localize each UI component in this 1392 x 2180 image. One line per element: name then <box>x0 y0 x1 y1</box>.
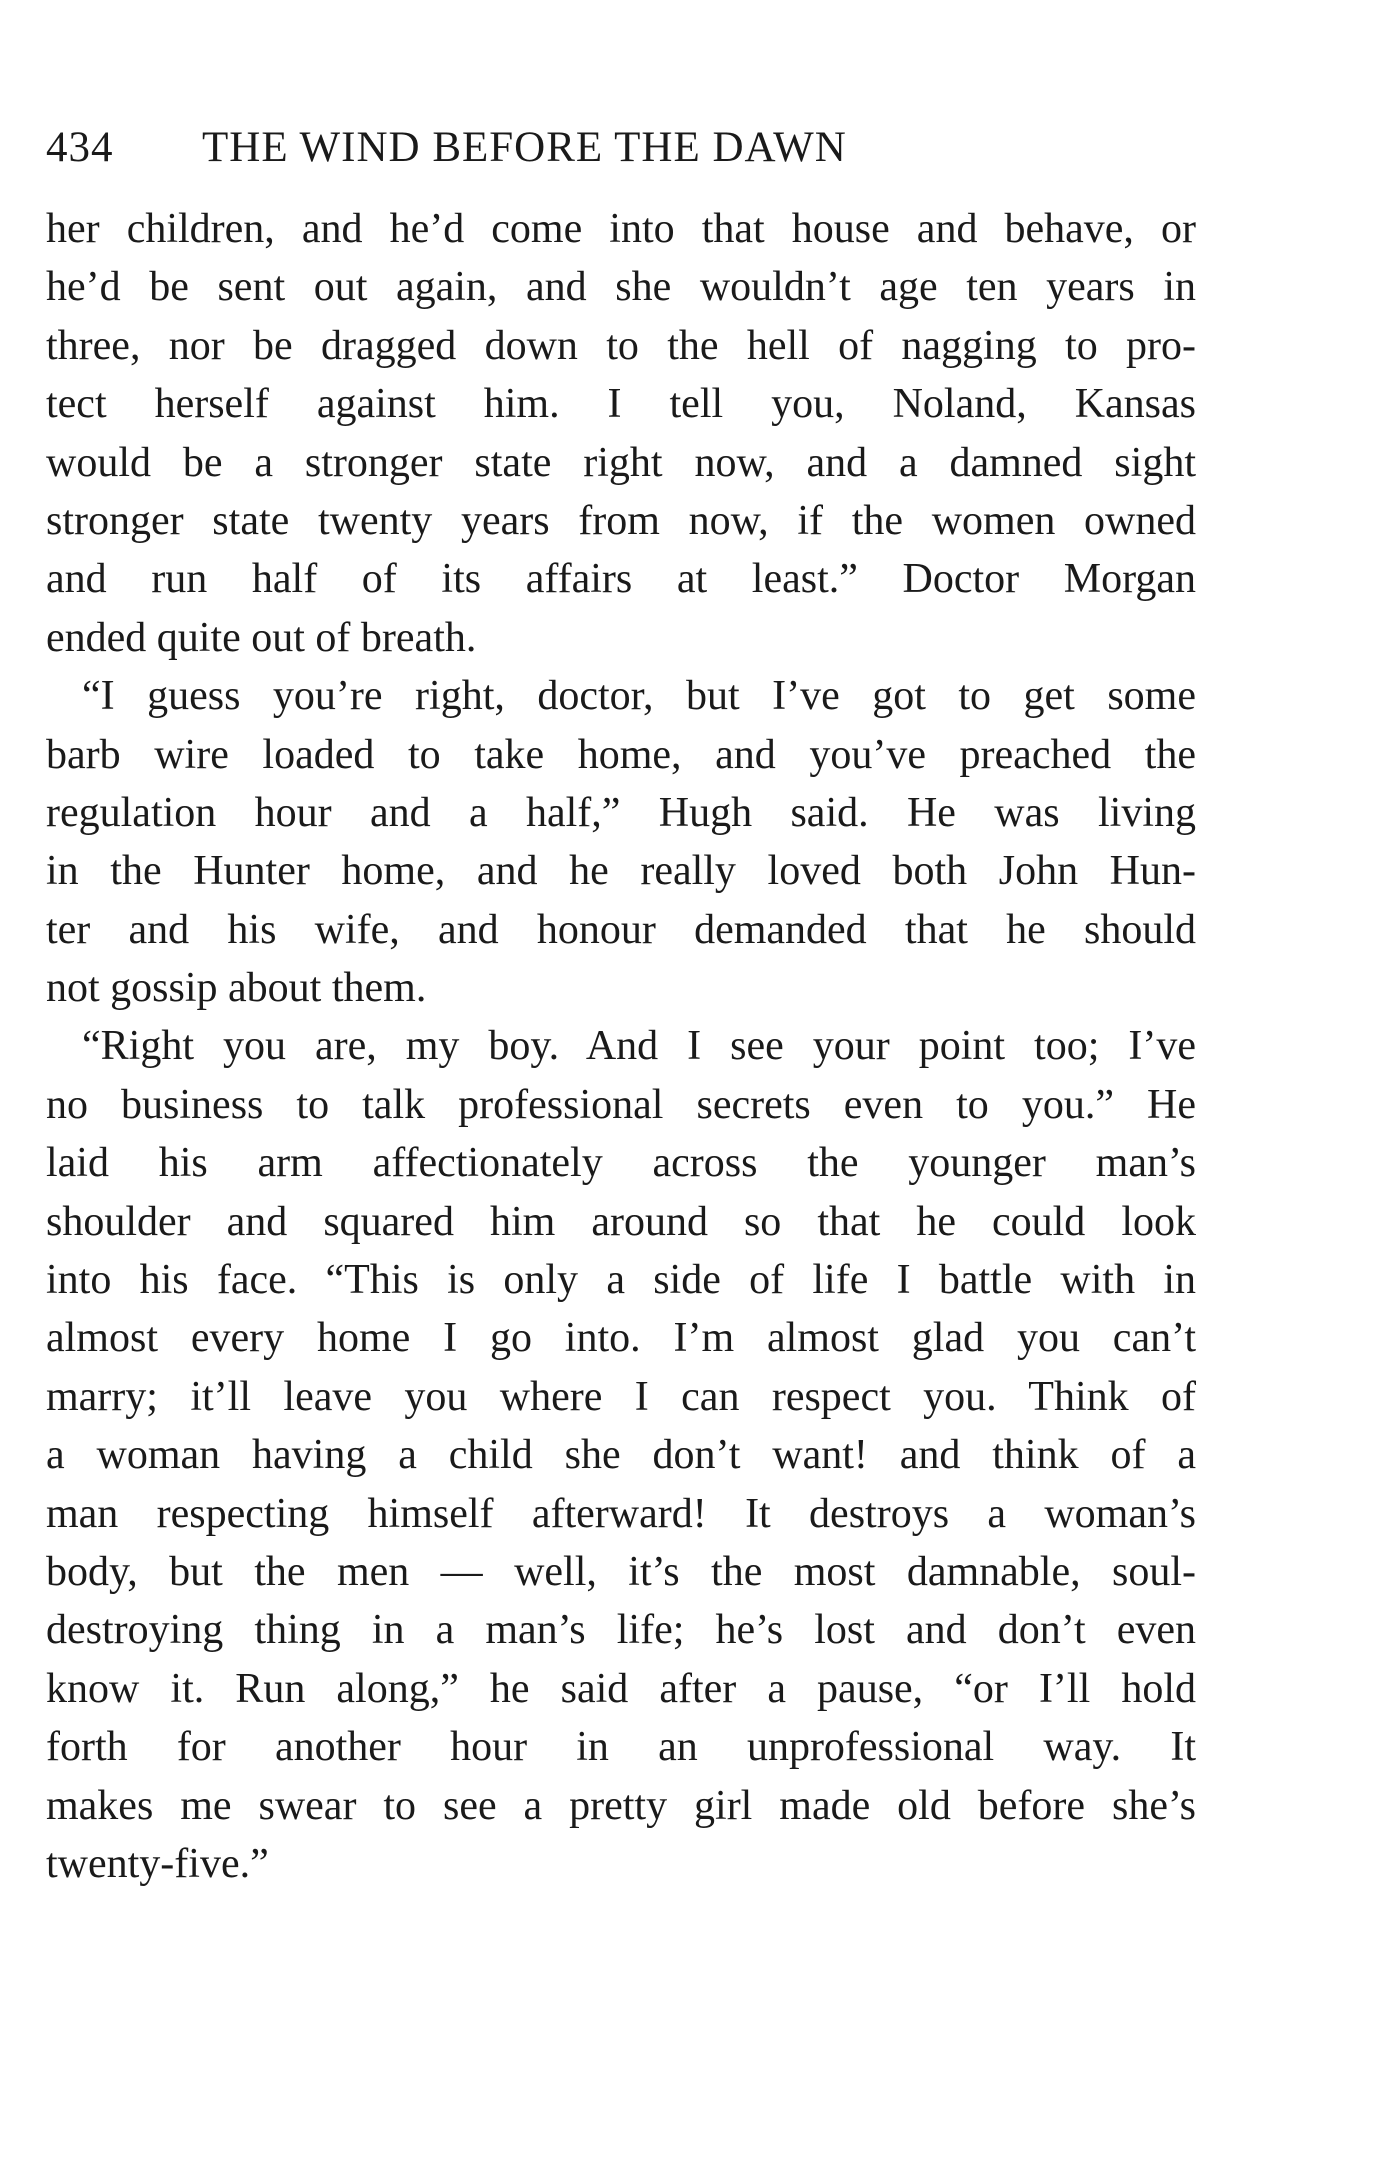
text-line: her children, and he’d come into that house and behave, or <box>46 206 1196 252</box>
text-line: a woman having a child she don’t want! and think of a <box>46 1432 1196 1479</box>
text-line: body, but the men — well, it’s the most damnable, soul- <box>46 1548 1196 1595</box>
text-line: three, nor be dragged down to the hell of nagging to pro- <box>46 322 1196 369</box>
text-line: shoulder and squared him around so that he could look <box>46 1198 1196 1245</box>
text-line: destroying thing in a man’s life; he’s lost and don’t even <box>46 1607 1196 1654</box>
text-line: in the Hunter home, and he really loved both John Hun- <box>46 848 1196 895</box>
text-line: almost every home I go into. I’m almost glad you can’t <box>46 1315 1196 1362</box>
text-line: would be a stronger state right now, and a damned sight <box>46 439 1196 486</box>
text-line: laid his arm affectionately across the younger man’s <box>46 1140 1196 1187</box>
page-number: 434 <box>46 124 114 171</box>
text-line: man respecting himself afterward! It destroys a woman’s <box>46 1490 1196 1537</box>
text-line: forth for another hour in an unprofessional way. It <box>46 1724 1196 1771</box>
paragraph-start-line: “I guess you’re right, doctor, but I’ve got to get some <box>82 673 1196 720</box>
paragraph-end-line: not gossip about them. <box>46 965 427 1012</box>
text-line: no business to talk professional secrets even to you.” He <box>46 1081 1196 1128</box>
running-title: THE WIND BEFORE THE DAWN <box>202 124 847 171</box>
text-line: know it. Run along,” he said after a pause, “or I’ll hold <box>46 1665 1196 1712</box>
text-line: he’d be sent out again, and she wouldn’t age ten years in <box>46 264 1196 311</box>
text-line: regulation hour and a half,” Hugh said. He was living <box>46 789 1196 836</box>
running-head <box>46 118 1196 178</box>
text-line: barb wire loaded to take home, and you’ve preached the <box>46 731 1196 778</box>
text-line: makes me swear to see a pretty girl made old before she’s <box>46 1782 1196 1829</box>
paragraph-end-line: ended quite out of breath. <box>46 614 477 661</box>
body-text <box>46 200 1196 1893</box>
text-line: into his face. “This is only a side of life I battle with in <box>46 1257 1196 1304</box>
text-line: tect herself against him. I tell you, Noland, Kansas <box>46 381 1196 428</box>
text-line: and run half of its affairs at least.” Doctor Morgan <box>46 556 1196 603</box>
paragraph-start-line: “Right you are, my boy. And I see your point too; I’ve <box>82 1023 1196 1070</box>
text-line: marry; it’ll leave you where I can respect you. Think of <box>46 1373 1196 1420</box>
paragraph-end-line: twenty-five.” <box>46 1840 269 1887</box>
text-line: ter and his wife, and honour demanded that he should <box>46 906 1196 953</box>
text-line: stronger state twenty years from now, if the women owned <box>46 497 1196 544</box>
